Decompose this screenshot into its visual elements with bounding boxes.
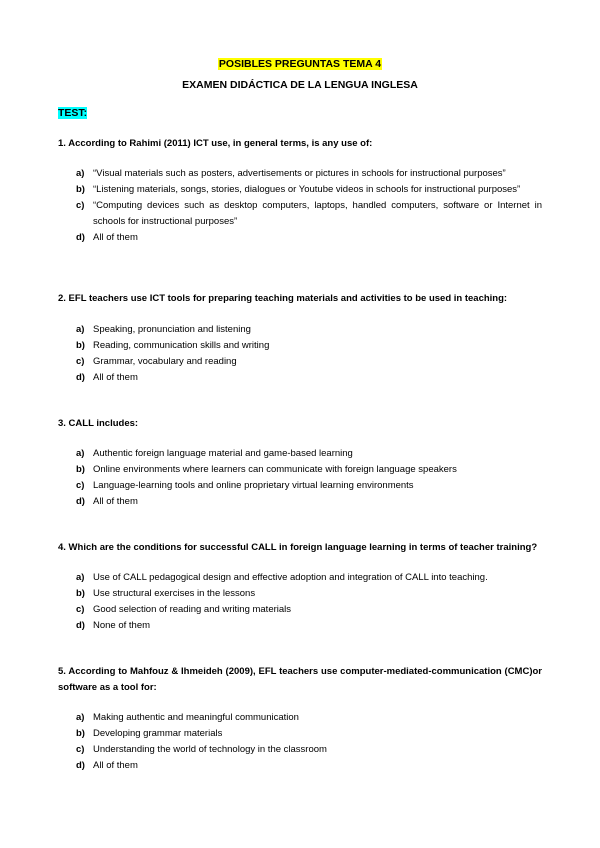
option-text: “Computing devices such as desktop computers, laptops, handled computers, software or Internet in schools for instructional purposes”	[93, 200, 542, 227]
document-title-text: POSIBLES PREGUNTAS TEMA 4	[218, 58, 382, 70]
option-5b	[58, 726, 542, 742]
option-text: Use of CALL pedagogical design and effective adoption and integration of CALL into teaching.	[93, 572, 488, 583]
question-4: 4. Which are the conditions for successful CALL in foreign language learning in terms of teacher training?	[58, 542, 538, 553]
option-text: All of them	[93, 496, 138, 507]
option-4d	[58, 618, 542, 634]
option-letter: c)	[76, 480, 85, 491]
option-letter: b)	[76, 464, 85, 475]
option-text: None of them	[93, 620, 151, 631]
option-text: Good selection of reading and writing materials	[93, 604, 292, 615]
option-2c	[58, 354, 542, 370]
option-letter: d)	[76, 372, 85, 383]
option-text: Authentic foreign language material and game-based learning	[93, 448, 353, 459]
option-5d	[58, 758, 542, 774]
option-letter: b)	[76, 588, 85, 599]
option-text: Grammar, vocabulary and reading	[93, 356, 237, 367]
option-letter: b)	[76, 728, 85, 739]
option-letter: d)	[76, 232, 85, 243]
option-1a	[58, 166, 542, 182]
option-4a	[58, 570, 542, 586]
option-text: Speaking, pronunciation and listening	[93, 324, 251, 335]
question-2: 2. EFL teachers use ICT tools for preparing teaching materials and activities to be used in teaching:	[58, 293, 508, 304]
option-letter: d)	[76, 760, 85, 771]
option-1b	[58, 182, 542, 198]
option-text: “Listening materials, songs, stories, dialogues or Youtube videos in schools for instructional purposes”	[93, 184, 521, 195]
option-letter: c)	[76, 200, 85, 211]
option-letter: d)	[76, 620, 85, 631]
option-2a	[58, 322, 542, 338]
option-5a	[58, 710, 542, 726]
option-text: Language-learning tools and online proprietary virtual learning environments	[93, 480, 414, 491]
question-5: 5. According to Mahfouz & Ihmeideh (2009), EFL teachers use computer-mediated-communication (CMC)or software as a tool for:	[58, 666, 542, 693]
question-5-options	[58, 710, 542, 774]
document-subtitle: EXAMEN DIDÁCTICA DE LA LENGUA INGLESA	[182, 79, 418, 91]
question-1: 1. According to Rahimi (2011) ICT use, in general terms, is any use of:	[58, 138, 373, 149]
option-letter: c)	[76, 356, 85, 367]
question-3: 3. CALL includes:	[58, 418, 139, 429]
option-text: All of them	[93, 372, 138, 383]
option-text: Reading, communication skills and writing	[93, 340, 270, 351]
option-text: Developing grammar materials	[93, 728, 223, 739]
option-4c	[58, 602, 542, 618]
option-2d	[58, 370, 542, 386]
option-letter: a)	[76, 448, 85, 459]
option-text: Making authentic and meaningful communication	[93, 712, 299, 723]
question-1-options	[58, 166, 542, 246]
option-text: Understanding the world of technology in the classroom	[93, 744, 327, 755]
option-letter: c)	[76, 744, 85, 755]
option-letter: a)	[76, 572, 85, 583]
section-label: TEST:	[58, 107, 88, 119]
option-letter: d)	[76, 496, 85, 507]
option-1d	[58, 230, 542, 246]
option-letter: b)	[76, 340, 85, 351]
option-text: All of them	[93, 232, 138, 243]
option-text: Online environments where learners can communicate with foreign language speakers	[93, 464, 457, 475]
document-title	[0, 58, 600, 71]
option-letter: a)	[76, 324, 85, 335]
option-5c	[58, 742, 542, 758]
option-2b	[58, 338, 542, 354]
option-letter: a)	[76, 712, 85, 723]
option-text: “Visual materials such as posters, advertisements or pictures in schools for instructional purposes”	[93, 168, 506, 179]
option-letter: b)	[76, 184, 85, 195]
option-4b	[58, 586, 542, 602]
option-letter: a)	[76, 168, 85, 179]
option-3c	[58, 478, 542, 494]
option-3b	[58, 462, 542, 478]
option-1c	[58, 198, 542, 230]
option-3d	[58, 494, 542, 510]
option-text: Use structural exercises in the lessons	[93, 588, 256, 599]
option-text: All of them	[93, 760, 138, 771]
option-letter: c)	[76, 604, 85, 615]
question-3-options	[58, 446, 542, 510]
question-4-options	[58, 570, 542, 634]
option-3a	[58, 446, 542, 462]
question-2-options	[58, 322, 542, 386]
